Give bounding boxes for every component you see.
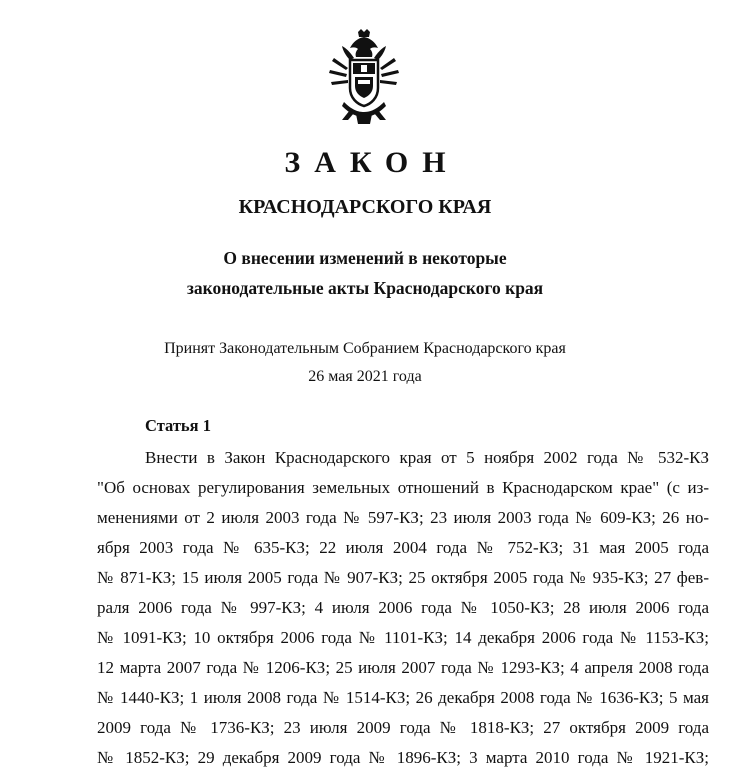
article-line: № 871-КЗ; 15 июля 2005 года № 907-КЗ; 25 октября 2005 года № 935-КЗ; 27 фев- [97,568,709,587]
law-subject-line-2: законодательные акты Краснодарского края [186,278,544,298]
article-line: ября 2003 года № 635-КЗ; 22 июля 2004 года № 752-КЗ; 31 мая 2005 года [97,538,709,557]
article-line: Внести в Закон Краснодарского края от 5 ноября 2002 года № 532-КЗ [145,448,709,467]
article-line: 2009 года № 1736-КЗ; 23 июля 2009 года № 1818-КЗ; 27 октября 2009 года [97,718,709,737]
region-title: КРАСНОДАРСКОГО КРАЯ [238,196,492,218]
article-line: № 1091-КЗ; 10 октября 2006 года № 1101-КЗ; 14 декабря 2006 года № 1153-КЗ; [97,628,709,647]
adoption-info [0,335,730,391]
adoption-date: 26 мая 2021 года [308,368,422,385]
article-line: № 1440-КЗ; 1 июля 2008 года № 1514-КЗ; 26 декабря 2008 года № 1636-КЗ; 5 мая [97,688,709,707]
law-subject-line-1: О внесении изменений в некоторые [223,248,507,268]
article-heading: Статья 1 [145,416,211,435]
article-line: "Об основах регулирования земельных отношений в Краснодарском крае" (с из- [97,478,709,497]
article-body [97,443,709,768]
article-line: раля 2006 года № 997-КЗ; 4 июля 2006 года № 1050-КЗ; 28 июля 2006 года [97,598,709,617]
article-line: менениями от 2 июля 2003 года № 597-КЗ; 23 июля 2003 года № 609-КЗ; 26 но- [97,508,709,527]
law-subject [0,243,730,303]
adoption-body: Принят Законодательным Собранием Краснодарского края [164,340,566,357]
coat-of-arms-icon [328,28,400,126]
article-line: 12 марта 2007 года № 1206-КЗ; 25 июля 2007 года № 1293-КЗ; 4 апреля 2008 года [97,658,709,677]
article-line: № 1852-КЗ; 29 декабря 2009 года № 1896-КЗ; 3 марта 2010 года № 1921-КЗ; [97,748,709,767]
law-title: ЗАКОН [284,146,460,179]
